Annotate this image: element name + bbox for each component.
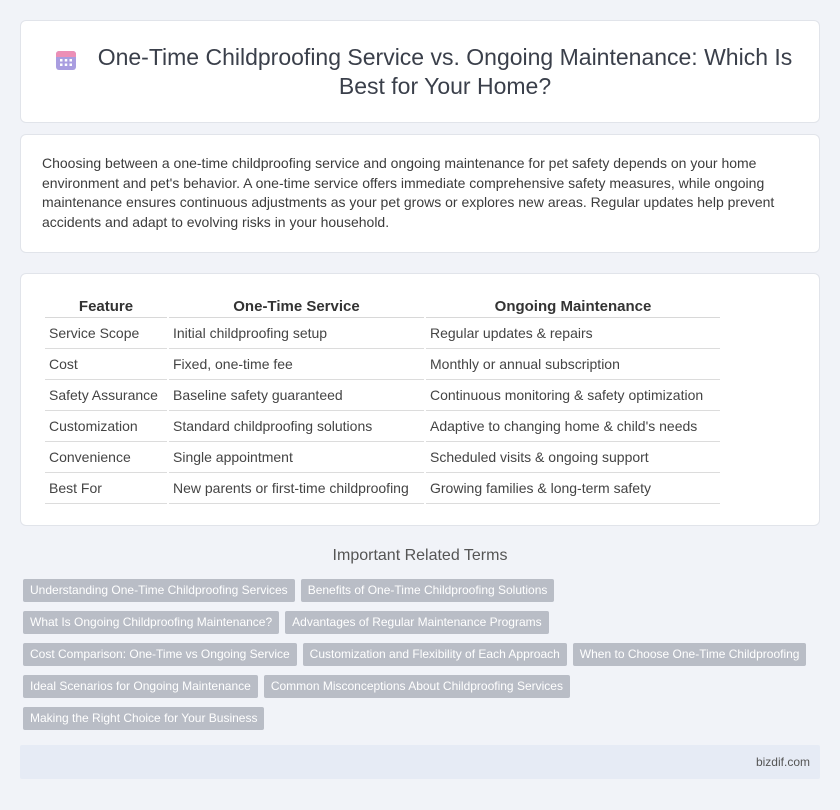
table-row xyxy=(45,349,720,380)
table-cell: Single appointment xyxy=(169,442,424,473)
tag-row xyxy=(23,643,823,666)
table-cell: Safety Assurance xyxy=(45,380,167,411)
related-tag[interactable]: Customization and Flexibility of Each Approach xyxy=(303,643,567,666)
related-tags xyxy=(23,579,823,739)
table-cell: Monthly or annual subscription xyxy=(426,349,720,380)
site-name[interactable]: bizdif.com xyxy=(755,755,810,769)
table-cell: Standard childproofing solutions xyxy=(169,411,424,442)
table-cell: Adaptive to changing home & child's needs xyxy=(426,411,720,442)
related-tag[interactable]: Advantages of Regular Maintenance Programs xyxy=(285,611,548,634)
header-feature: Feature xyxy=(45,296,167,318)
comparison-table xyxy=(43,296,722,504)
table-row xyxy=(45,380,720,411)
related-tag[interactable]: Benefits of One-Time Childproofing Solutions xyxy=(301,579,555,602)
table-row xyxy=(45,473,720,504)
table-cell: Initial childproofing setup xyxy=(169,318,424,349)
page-title: One-Time Childproofing Service vs. Ongoing Maintenance: Which Is Best for Your Home? xyxy=(97,44,793,99)
related-tag[interactable]: Understanding One-Time Childproofing Services xyxy=(23,579,295,602)
related-tag[interactable]: What Is Ongoing Childproofing Maintenance? xyxy=(23,611,279,634)
tag-row xyxy=(23,611,823,634)
related-terms-heading: Important Related Terms xyxy=(332,547,508,564)
table-cell: Cost xyxy=(45,349,167,380)
title-wrap xyxy=(61,43,799,101)
tag-row xyxy=(23,675,823,698)
tag-row xyxy=(23,579,823,602)
table-row xyxy=(45,318,720,349)
intro-card xyxy=(20,134,820,253)
table-cell: New parents or first-time childproofing xyxy=(169,473,424,504)
intro-paragraph: Choosing between a one-time childproofing service and ongoing maintenance for pet safety depends on your home environment and pet's behavior. A one-time service offers immediate comprehensive safety measures, while ongoing maintenance ensures continuous adjustments as your pet grows or explores new areas. Regular updates help prevent accidents and adapt to evolving risks in your household. xyxy=(42,155,775,230)
table-row xyxy=(45,442,720,473)
table-cell: Convenience xyxy=(45,442,167,473)
table-cell: Continuous monitoring & safety optimization xyxy=(426,380,720,411)
table-cell: Growing families & long-term safety xyxy=(426,473,720,504)
table-header-row xyxy=(45,296,720,318)
table-cell: Regular updates & repairs xyxy=(426,318,720,349)
footer xyxy=(20,745,820,779)
header-one-time: One-Time Service xyxy=(169,296,424,318)
table-cell: Service Scope xyxy=(45,318,167,349)
table-cell: Fixed, one-time fee xyxy=(169,349,424,380)
comparison-card xyxy=(20,273,820,526)
header-ongoing: Ongoing Maintenance xyxy=(426,296,720,318)
related-tag[interactable]: When to Choose One-Time Childproofing xyxy=(573,643,807,666)
table-cell: Customization xyxy=(45,411,167,442)
title-card xyxy=(20,20,820,123)
related-tag[interactable]: Making the Right Choice for Your Business xyxy=(23,707,264,730)
table-cell: Baseline safety guaranteed xyxy=(169,380,424,411)
table-cell: Best For xyxy=(45,473,167,504)
table-cell: Scheduled visits & ongoing support xyxy=(426,442,720,473)
related-tag[interactable]: Cost Comparison: One-Time vs Ongoing Service xyxy=(23,643,297,666)
table-row xyxy=(45,411,720,442)
tag-row xyxy=(23,707,823,730)
related-tag[interactable]: Common Misconceptions About Childproofing Services xyxy=(264,675,570,698)
related-tag[interactable]: Ideal Scenarios for Ongoing Maintenance xyxy=(23,675,258,698)
